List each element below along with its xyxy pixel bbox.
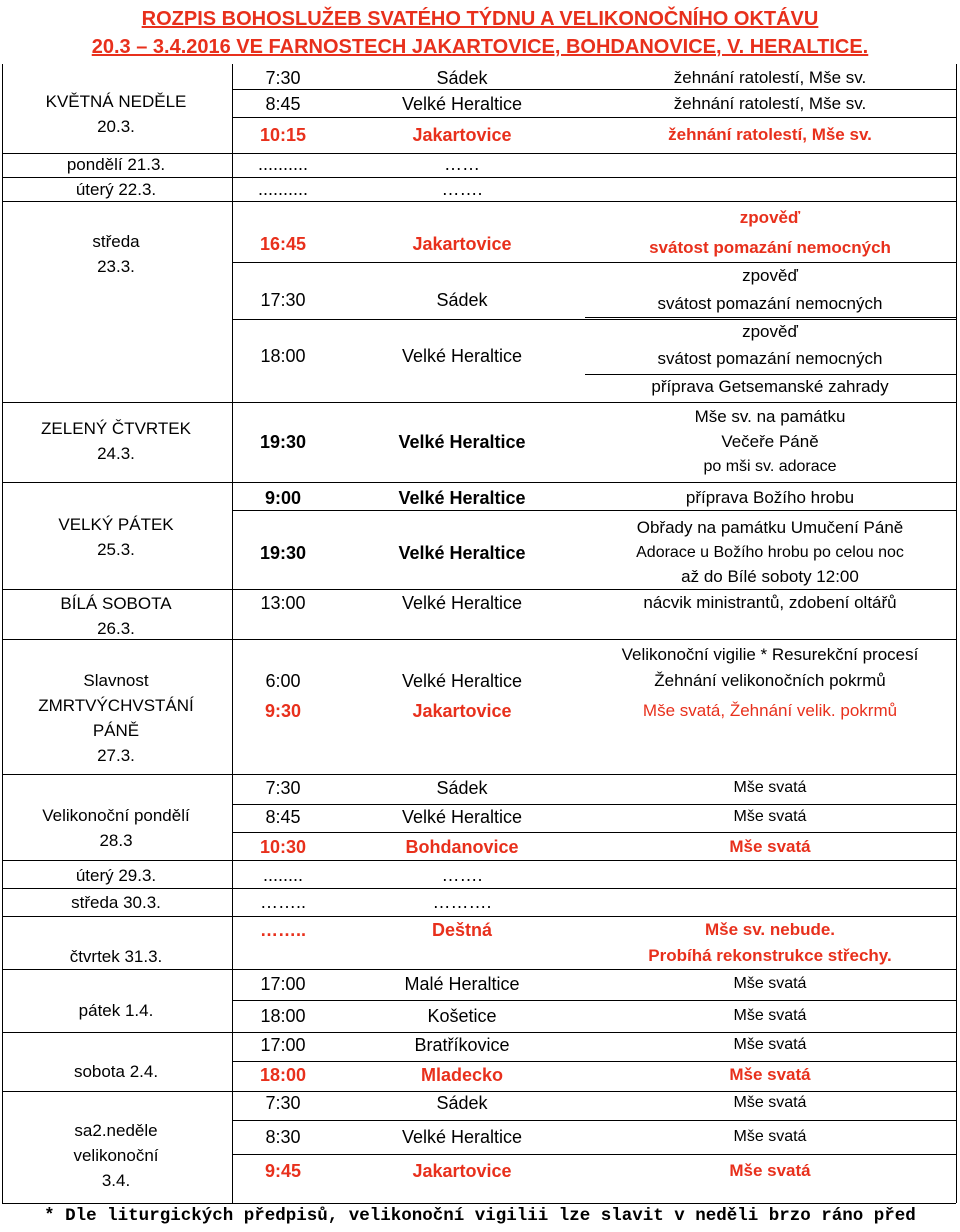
- note-cell: nácvik ministrantů, zdobení oltářů: [643, 593, 897, 612]
- note-cell: svátost pomazání nemocných: [657, 349, 883, 368]
- time-cell: 9:45: [264, 1161, 302, 1181]
- time-cell: 9:00: [264, 488, 302, 508]
- time-cell: ..........: [257, 179, 308, 199]
- note-cell: Mše svatá: [733, 975, 807, 992]
- note-cell: Mše svatá: [729, 837, 811, 856]
- note-cell: žehnání ratolestí, Mše sv.: [673, 68, 867, 87]
- place-cell: Jakartovice: [412, 1161, 512, 1181]
- place-cell: Velké Heraltice: [398, 488, 526, 508]
- place-cell: Velké Heraltice: [398, 543, 526, 563]
- place-cell: Bohdanovice: [405, 837, 519, 857]
- place-cell: Deštná: [431, 920, 493, 940]
- place-cell: Sádek: [436, 1093, 488, 1113]
- place-cell: …….: [441, 179, 483, 199]
- place-cell: Sádek: [436, 68, 488, 88]
- day-divider: [2, 860, 956, 861]
- day-streda: středa 23.3.: [92, 232, 140, 276]
- time-cell: 17:30: [260, 290, 306, 310]
- time-cell: 10:30: [259, 837, 307, 857]
- time-cell: 8:30: [265, 1127, 301, 1147]
- day-zeleny-ctvrtek: ZELENÝ ČTVRTEK 24.3.: [41, 419, 191, 463]
- time-cell: 10:15: [259, 125, 307, 145]
- time-cell: 13:00: [260, 593, 306, 613]
- row-divider: [232, 1154, 956, 1155]
- time-cell: 9:30: [264, 701, 302, 721]
- row-divider: [232, 832, 956, 833]
- note-cell: Žehnání velikonočních pokrmů: [654, 671, 886, 690]
- note-cell: Mše svatá: [733, 779, 807, 796]
- note-cell: Mše svatá: [733, 1128, 807, 1145]
- day-streda-30: středa 30.3.: [71, 893, 161, 912]
- note-cell: žehnání ratolestí, Mše sv.: [668, 125, 872, 144]
- day-divider: [2, 774, 956, 775]
- place-cell: Bratříkovice: [414, 1035, 510, 1055]
- note-cell: Večeře Páně: [721, 432, 819, 451]
- row-divider: [585, 317, 956, 318]
- note-cell: Adorace u Božího hrobu po celou noc: [636, 544, 904, 561]
- day-sobota-2: sobota 2.4.: [73, 1062, 159, 1081]
- place-cell: Velké Heraltice: [401, 1127, 523, 1147]
- note-cell: zpověď: [742, 322, 798, 341]
- note-cell: Mše svatá: [733, 1036, 807, 1053]
- note-cell: Obřady na památku Umučení Páně: [636, 518, 904, 537]
- row-divider: [232, 117, 956, 118]
- day-pondeli: pondělí 21.3.: [66, 155, 166, 174]
- place-cell: Jakartovice: [412, 701, 512, 721]
- time-cell: 19:30: [259, 543, 307, 563]
- footer-note: * Dle liturgických předpisů, velikonoční vigilii lze slavit v neděli brzo ráno před: [44, 1206, 916, 1226]
- place-cell: Sádek: [436, 290, 488, 310]
- place-cell: Malé Heraltice: [404, 974, 520, 994]
- table-border-bottom: [2, 1203, 956, 1204]
- note-cell: Mše svatá: [733, 1094, 807, 1111]
- note-cell: příprava Božího hrobu: [685, 488, 855, 507]
- day-divider: [2, 402, 956, 403]
- note-cell: svátost pomazání nemocných: [649, 238, 891, 257]
- time-cell: 8:45: [265, 807, 301, 827]
- time-cell: 19:30: [259, 432, 307, 452]
- place-cell: Jakartovice: [412, 125, 512, 145]
- day-bila-sobota: BÍLÁ SOBOTA 26.3.: [60, 594, 172, 638]
- time-cell: 18:00: [260, 1006, 306, 1026]
- day-velikonocni-pondeli: Velikonoční pondělí 28.3: [42, 806, 190, 850]
- day-divider: [2, 888, 956, 889]
- time-cell: ........: [262, 865, 303, 885]
- time-cell: ……..: [259, 892, 306, 912]
- day-nedele-3: sa2.neděle velikonoční 3.4.: [73, 1121, 159, 1190]
- row-divider: [232, 1000, 956, 1001]
- note-cell: Mše svatá: [729, 1065, 811, 1084]
- time-cell: 17:00: [260, 1035, 306, 1055]
- place-cell: Sádek: [436, 778, 488, 798]
- place-cell: …….: [441, 865, 483, 885]
- place-cell: Velké Heraltice: [401, 807, 523, 827]
- place-cell: Velké Heraltice: [398, 432, 526, 452]
- place-cell: Velké Heraltice: [401, 593, 523, 613]
- day-utery: úterý 22.3.: [75, 180, 157, 199]
- time-cell: 7:30: [265, 1093, 301, 1113]
- day-ctvrtek-31: čtvrtek 31.3.: [69, 947, 163, 966]
- time-cell: 7:30: [265, 778, 301, 798]
- note-cell: Velikonoční vigilie * Resurekční procesí: [621, 645, 919, 664]
- place-cell: Mladecko: [420, 1065, 504, 1085]
- note-cell: Mše sv. nebude.: [704, 920, 836, 939]
- schedule-title-line1: ROZPIS BOHOSLUŽEB SVATÉHO TÝDNU A VELIKONOČNÍHO OKTÁVU: [141, 8, 819, 30]
- row-divider: [232, 1120, 956, 1121]
- day-divider: [2, 969, 956, 970]
- row-divider: [232, 262, 956, 263]
- note-cell: žehnání ratolestí, Mše sv.: [673, 94, 867, 113]
- note-cell: po mši sv. adorace: [703, 458, 837, 475]
- day-slavnost: Slavnost ZMRTVÝCHVSTÁNÍ PÁNĚ 27.3.: [38, 671, 194, 765]
- note-cell: Mše svatá: [733, 1007, 807, 1024]
- note-cell: svátost pomazání nemocných: [657, 294, 883, 313]
- place-cell: Velké Heraltice: [401, 94, 523, 114]
- table-border-right: [956, 64, 957, 1203]
- note-cell: Mše svatá, Žehnání velik. pokrmů: [642, 701, 898, 720]
- note-cell: až do Bílé soboty 12:00: [681, 567, 859, 586]
- place-cell: Košetice: [427, 1006, 497, 1026]
- place-cell: ……….: [432, 892, 492, 912]
- time-cell: ……..: [259, 920, 306, 940]
- day-kvetna-nedele: KVĚTNÁ NEDĚLE 20.3.: [45, 92, 187, 136]
- time-cell: 16:45: [259, 234, 307, 254]
- time-cell: 18:00: [259, 1065, 307, 1085]
- schedule-title-line2: 20.3 – 3.4.2016 VE FARNOSTECH JAKARTOVICE, BOHDANOVICE, V. HERALTICE.: [91, 36, 869, 58]
- time-cell: 8:45: [265, 94, 301, 114]
- place-cell: Velké Heraltice: [401, 346, 523, 366]
- time-cell: 18:00: [260, 346, 306, 366]
- day-utery-29: úterý 29.3.: [75, 866, 157, 885]
- note-cell: Mše sv. na památku: [694, 407, 846, 426]
- row-divider: [232, 510, 956, 511]
- day-patek-1: pátek 1.4.: [78, 1001, 154, 1020]
- place-cell: Velké Heraltice: [401, 671, 523, 691]
- note-cell: Mše svatá: [729, 1161, 811, 1180]
- time-cell: 7:30: [265, 68, 301, 88]
- time-cell: ..........: [257, 154, 308, 174]
- row-divider: [232, 1061, 956, 1062]
- day-velky-patek: VELKÝ PÁTEK 25.3.: [58, 515, 174, 559]
- time-cell: 6:00: [265, 671, 301, 691]
- note-cell: Mše svatá: [733, 808, 807, 825]
- note-cell: zpověď: [742, 266, 798, 285]
- day-divider: [2, 916, 956, 917]
- place-cell: ……: [444, 154, 480, 174]
- time-cell: 17:00: [260, 974, 306, 994]
- day-divider: [2, 589, 956, 590]
- note-cell: příprava Getsemanské zahrady: [651, 377, 889, 396]
- note-cell: zpověď: [739, 208, 801, 227]
- note-cell: Probíhá rekonstrukce střechy.: [648, 946, 892, 965]
- place-cell: Jakartovice: [412, 234, 512, 254]
- day-divider: [2, 482, 956, 483]
